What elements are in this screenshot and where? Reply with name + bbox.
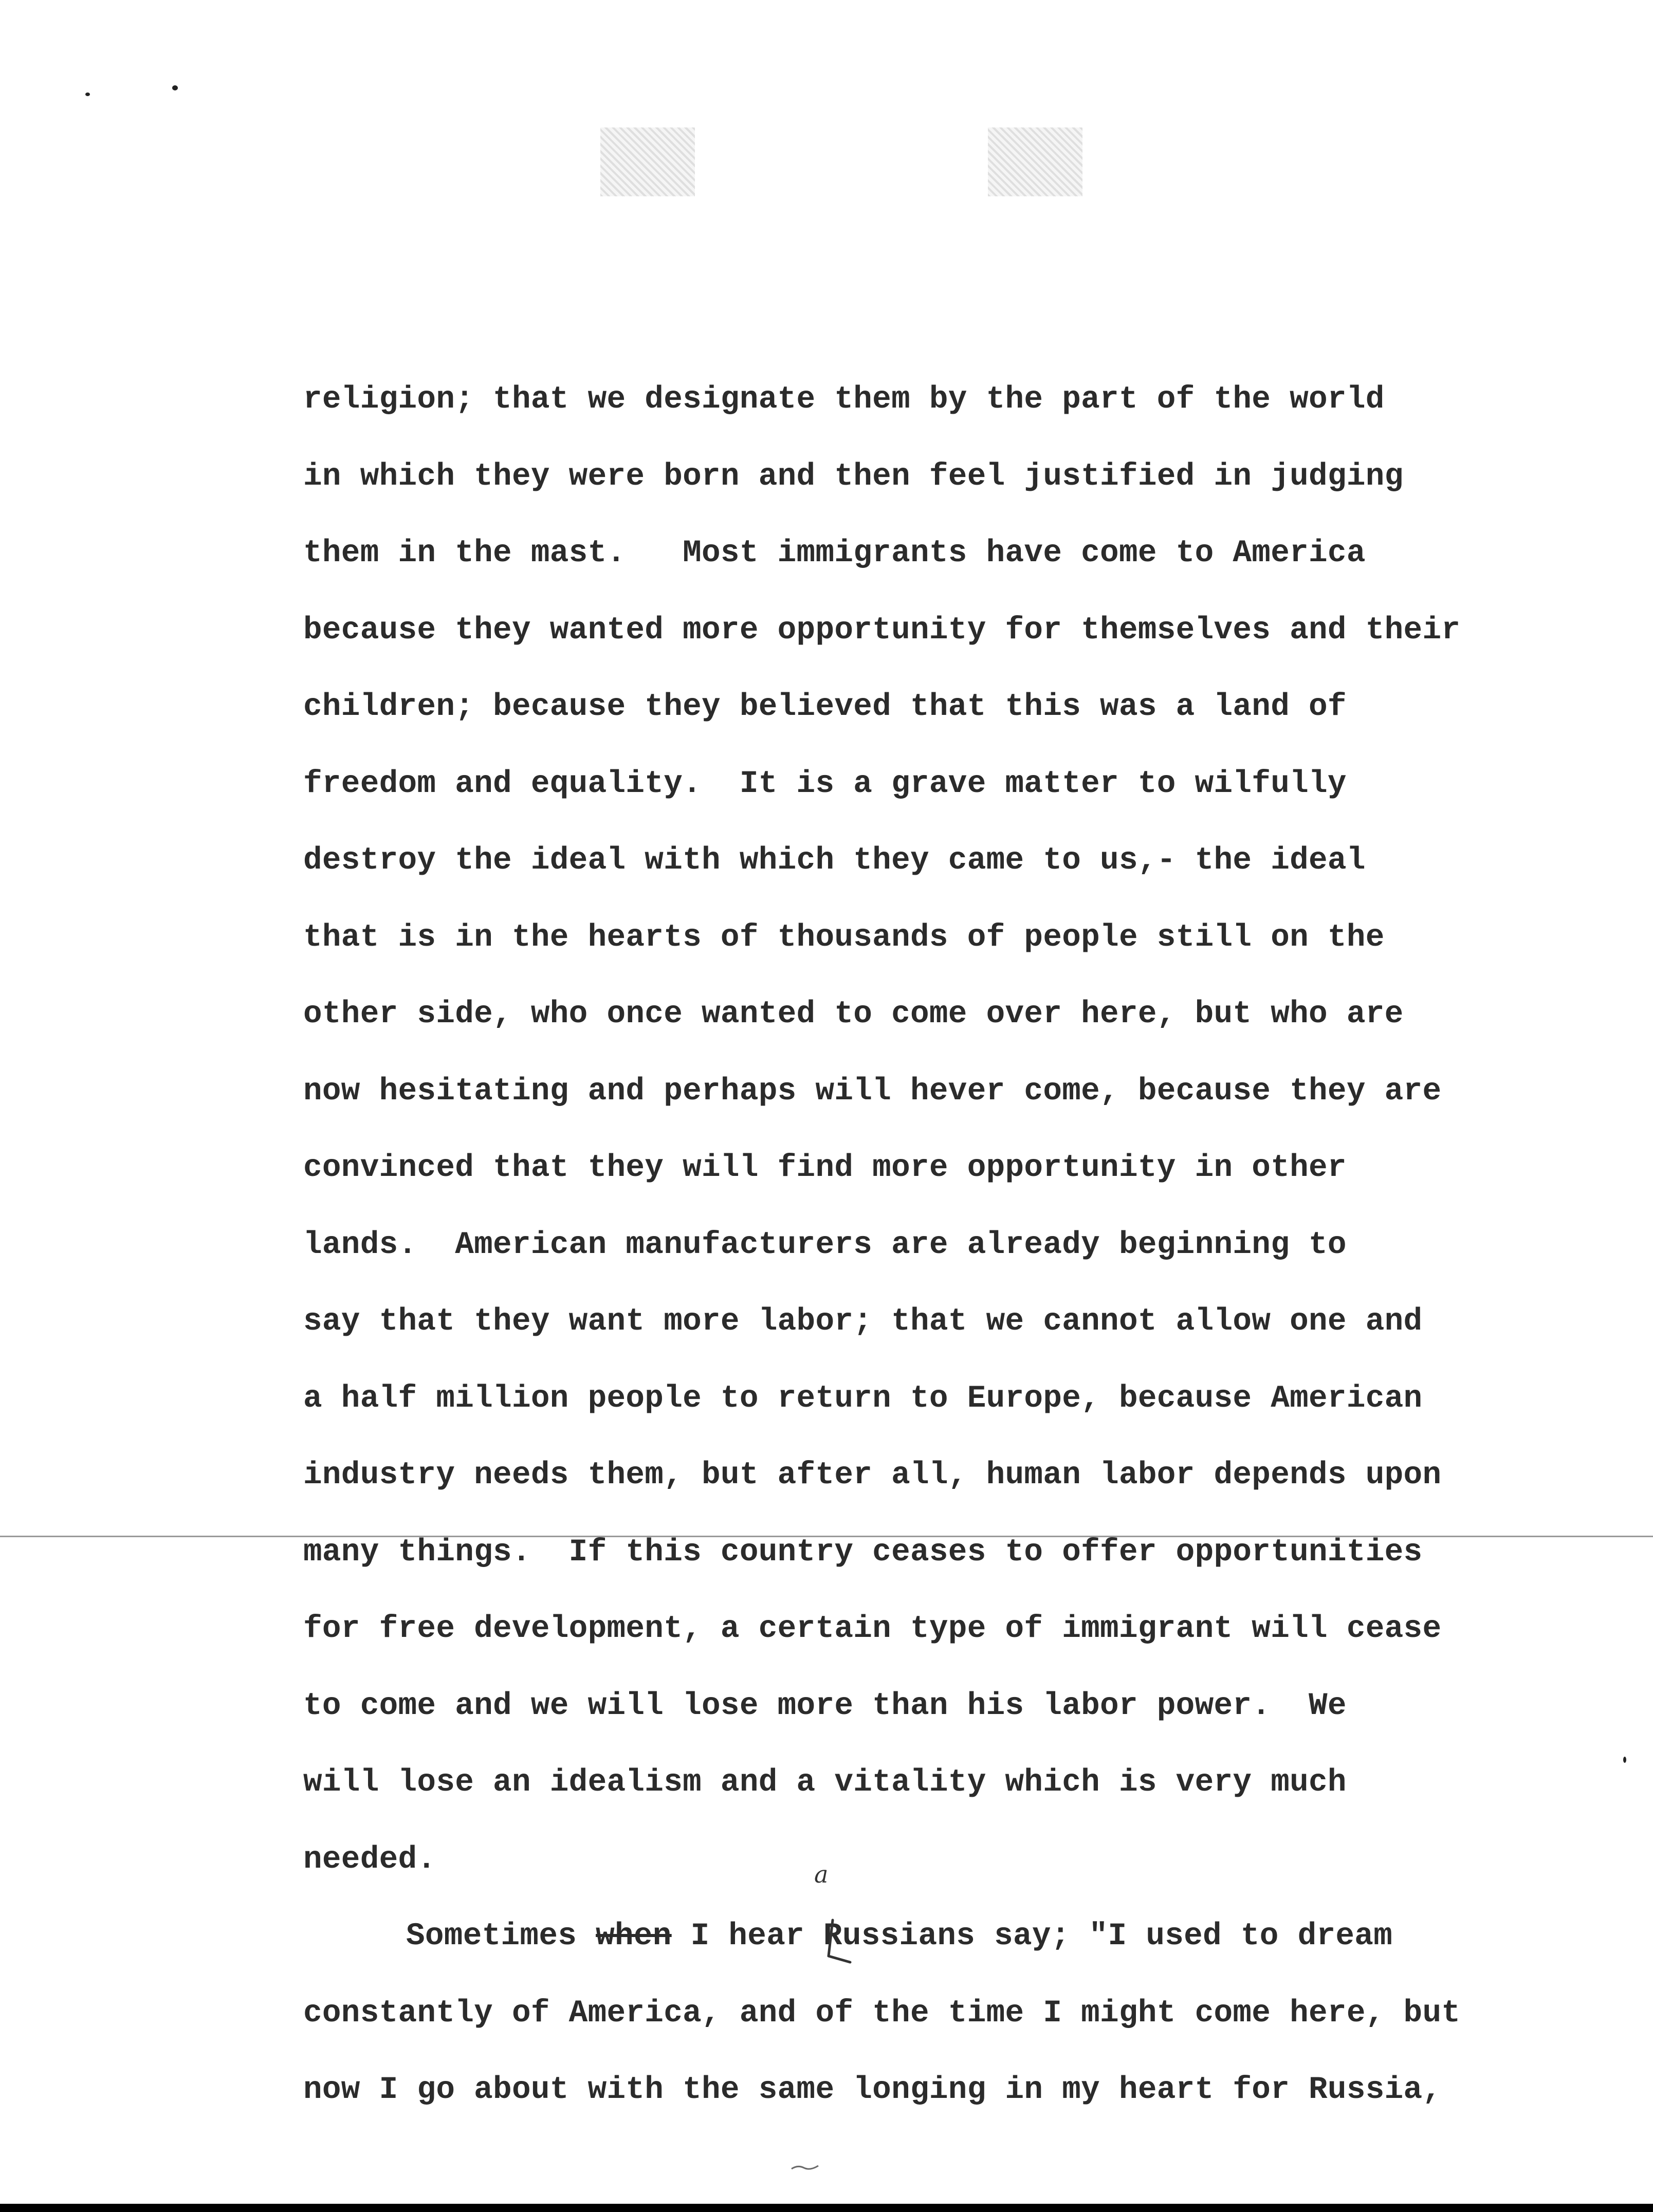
text-line: children; because they believed that this was a land of: [303, 689, 1347, 725]
text-line: lands. American manufacturers are already beginning to: [303, 1227, 1347, 1263]
text-line: needed.: [303, 1841, 436, 1877]
scan-speck: [1623, 1757, 1626, 1763]
text-line: that is in the hearts of thousands of people still on the: [303, 919, 1385, 955]
text-line: convinced that they will find more opportunity in other: [303, 1150, 1347, 1186]
text-line: because they wanted more opportunity for themselves and their: [303, 612, 1461, 648]
text-line: a half million people to return to Europe, because American: [303, 1380, 1423, 1416]
insertion-caret-icon: [817, 1916, 858, 1967]
typed-text-body: [303, 374, 1516, 2142]
text-line: say that they want more labor; that we cannot allow one and: [303, 1304, 1423, 1339]
text-line: industry needs them, but after all, human labor depends upon: [303, 1458, 1442, 1493]
text-line: to come and we will lose more than his labor power. We: [303, 1688, 1347, 1724]
text-line: will lose an idealism and a vitality which is very much: [303, 1765, 1347, 1800]
text-line: religion; that we designate them by the part of the world: [303, 382, 1385, 417]
text-line: freedom and equality. It is a grave matter to wilfully: [303, 766, 1347, 802]
bleed-through-mark-left: [600, 127, 695, 196]
text-line: many things. If this country ceases to offer opportunities: [303, 1534, 1423, 1570]
text-line: now I go about with the same longing in my heart for Russia,: [303, 2072, 1442, 2108]
handwritten-insertion: a: [814, 1860, 829, 1888]
struck-out-word: when: [596, 1919, 672, 1954]
text-line: constantly of America, and of the time I might come here, but: [303, 1995, 1461, 2031]
line-rest: I hear Russians say; "I used to dream: [671, 1919, 1393, 1954]
text-line: them in the mast. Most immigrants have come to America: [303, 536, 1366, 571]
bleed-through-mark-right: [988, 127, 1082, 196]
text-line: in which they were born and then feel justified in judging: [303, 458, 1404, 494]
text-line: other side, who once wanted to come over here, but who are: [303, 997, 1404, 1032]
text-line: for free development, a certain type of immigrant will cease: [303, 1611, 1442, 1647]
text-line: now hesitating and perhaps will hever come, because they are: [303, 1073, 1442, 1109]
paragraph-first-line: [303, 1911, 1516, 1988]
line-start: Sometimes: [406, 1919, 596, 1954]
page-number-mark-icon: [789, 2162, 820, 2171]
text-line: destroy the ideal with which they came to us,- the ideal: [303, 843, 1366, 878]
scan-speck: [172, 85, 178, 90]
scan-speck: [85, 93, 90, 96]
